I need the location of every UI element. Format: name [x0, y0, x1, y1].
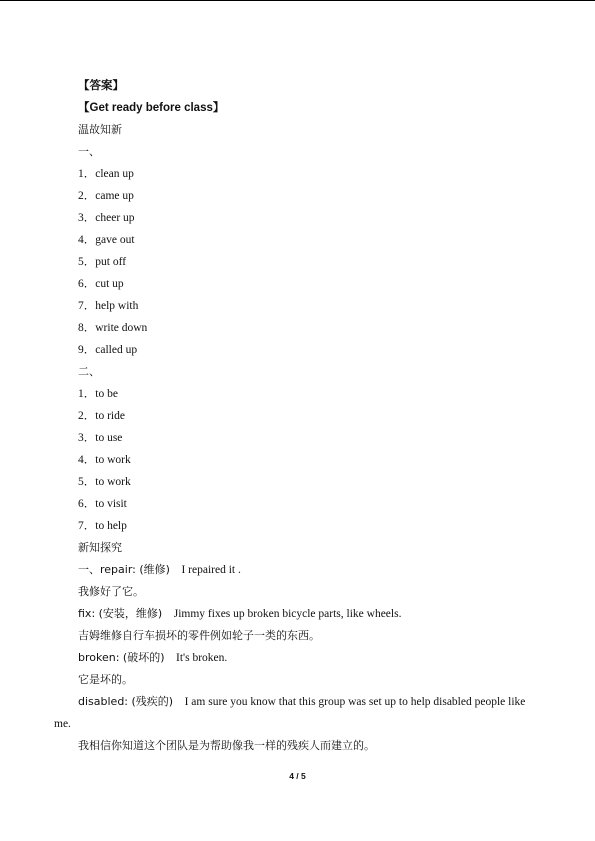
- list-item: 6．to visit: [78, 498, 127, 510]
- vocab-example: Jimmy fixes up broken bicycle parts, like wheels.: [173, 608, 402, 620]
- vocab-translation: 我修好了它。: [78, 585, 144, 598]
- vocab-term: 一、repair: (维修): [78, 563, 170, 576]
- list-item: 1．clean up: [78, 168, 134, 180]
- list-item: 5．put off: [78, 256, 127, 268]
- vocab-example: I am sure you know that this group was set up to help disabled people like: [184, 696, 526, 708]
- vocab-example: It's broken.: [176, 652, 228, 664]
- part1-label: 一、: [78, 145, 100, 158]
- list-item: 8．write down: [78, 322, 148, 334]
- vocab-example: I repaired it .: [181, 564, 241, 576]
- list-item: 2．came up: [78, 190, 134, 202]
- answer-heading: 【答案】: [78, 80, 124, 92]
- vocab-entry: [78, 607, 401, 621]
- vocab-translation: 吉姆维修自行车损坏的零件例如轮子一类的东西。: [78, 629, 320, 642]
- list-item: 2．to ride: [78, 410, 125, 422]
- list-item: 5．to work: [78, 476, 131, 488]
- vocab-entry: [78, 651, 227, 665]
- list-item: 3．to use: [78, 432, 123, 444]
- list-item: 7．to help: [78, 520, 127, 532]
- section-heading: 【Get ready before class】: [78, 102, 225, 114]
- list-item: 7．help with: [78, 300, 139, 312]
- list-item: 3．cheer up: [78, 212, 135, 224]
- list-item: 1．to be: [78, 388, 118, 400]
- new-knowledge-heading: 新知探究: [78, 541, 122, 554]
- vocab-term: broken: (破坏的): [78, 651, 165, 664]
- vocab-translation: 我相信你知道这个团队是为帮助像我一样的残疾人而建立的。: [78, 739, 375, 752]
- page-number: 4 / 5: [289, 771, 306, 781]
- vocab-entry: [78, 695, 525, 709]
- vocab-term: disabled: (残疾的): [78, 695, 174, 708]
- list-item: 4．to work: [78, 454, 131, 466]
- list-item: 9．called up: [78, 344, 138, 356]
- vocab-translation: 它是坏的。: [78, 673, 133, 686]
- list-item: 4．gave out: [78, 234, 135, 246]
- list-item: 6．cut up: [78, 278, 124, 290]
- vocab-term: fix: (安装，维修): [78, 607, 163, 620]
- part2-label: 二、: [78, 365, 100, 378]
- vocab-example-continuation: me.: [54, 718, 71, 730]
- review-heading: 温故知新: [78, 123, 122, 136]
- vocab-entry: [78, 563, 241, 577]
